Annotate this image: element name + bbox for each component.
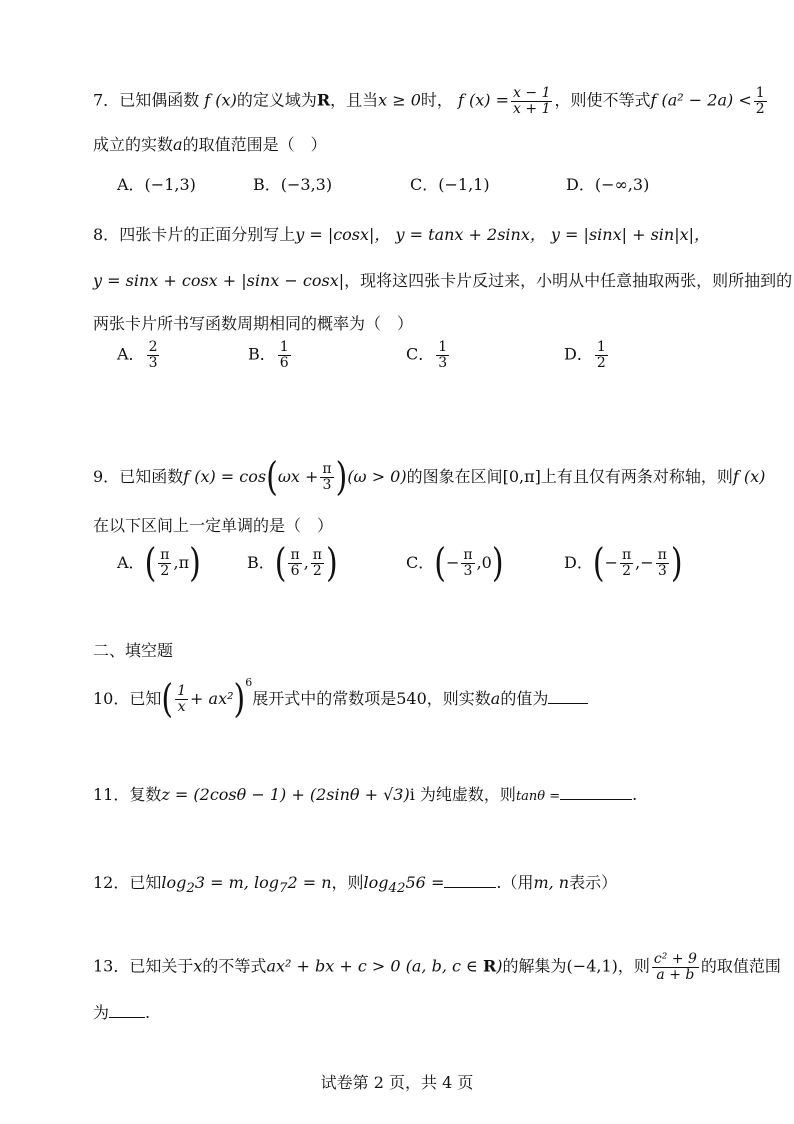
option-label: D． bbox=[564, 553, 593, 572]
text: ，则使不等式 bbox=[554, 90, 651, 110]
question-13-line-2 bbox=[93, 1000, 150, 1023]
question-number: 10． bbox=[93, 689, 130, 708]
q7-option-c: C．(−1,1) bbox=[410, 175, 490, 194]
q7-option-d: D．(−∞,3) bbox=[566, 175, 650, 194]
text: 已知关于 bbox=[129, 956, 194, 976]
question-8-line-1 bbox=[93, 222, 710, 245]
math-inequality: ax² + bx + c > 0 (a, b, c ∈ R) bbox=[266, 956, 503, 976]
question-11 bbox=[93, 782, 637, 805]
fraction: $\frac{1}{3}$ bbox=[438, 339, 448, 371]
text: 已知 bbox=[129, 689, 162, 708]
text: 已知 bbox=[129, 873, 162, 892]
text: ，则 bbox=[331, 873, 364, 892]
fraction: $\frac{\pi}{3}$ bbox=[322, 461, 332, 493]
q9-option-c: C．(− $\frac{\pi}{3}$ ,0) bbox=[406, 540, 504, 587]
math-interval: [0,π] bbox=[502, 467, 541, 486]
text: 展开式中的常数项是540，则实数 bbox=[252, 689, 491, 708]
text: 成立的实数 bbox=[93, 135, 174, 154]
fraction: $\frac{2}{3}$ bbox=[148, 339, 158, 371]
option-label: B． bbox=[248, 344, 276, 364]
q9-option-a: A．( $\frac{\pi}{2}$ ,π) bbox=[117, 540, 201, 587]
text: 四张卡片的正面分别写上 bbox=[119, 225, 296, 244]
text: 复数 bbox=[129, 785, 162, 804]
question-9-line-1 bbox=[93, 454, 766, 501]
question-number: 7． bbox=[93, 90, 120, 110]
text: 为 bbox=[93, 1003, 110, 1022]
text: i 为纯虚数，则 bbox=[409, 785, 516, 804]
text: 表示） bbox=[569, 873, 618, 892]
text: 的定义域为 bbox=[236, 90, 317, 110]
fraction: $\frac{1}{6}$ bbox=[279, 339, 289, 371]
question-9-line-2: 在以下区间上一定单调的是（ ） bbox=[93, 516, 334, 535]
math-tan: tanθ = bbox=[515, 789, 561, 804]
question-number: 13． bbox=[93, 956, 130, 976]
text: 已知函数 bbox=[119, 467, 184, 486]
text: . bbox=[632, 785, 638, 804]
question-10: 10．已知( $\frac{1}{x}$ + ax²)$^6$展开式中的常数项是540，则实数a的值为 bbox=[93, 676, 588, 717]
fraction: $\frac{1}{2}$ bbox=[596, 339, 606, 371]
text: 的值为 bbox=[500, 689, 549, 708]
q7-option-b: B．(−3,3) bbox=[253, 175, 333, 194]
math-x: x bbox=[193, 956, 203, 976]
question-12 bbox=[93, 870, 617, 896]
text: ，则 bbox=[617, 956, 650, 976]
section-heading: 二、填空题 bbox=[93, 641, 174, 660]
q8-option-d bbox=[564, 340, 610, 370]
answer-blank bbox=[548, 703, 588, 704]
value: π bbox=[178, 553, 190, 572]
math-function: f (x) = cos bbox=[183, 467, 267, 486]
math-f-x: f (x) bbox=[732, 467, 766, 486]
math-f-x: f (x) bbox=[204, 90, 237, 110]
fraction: $\frac{x - 1}{x + 1}$ bbox=[513, 85, 551, 117]
option-label: B． bbox=[247, 553, 275, 572]
text: 的解集为 bbox=[502, 956, 567, 976]
text: 时， bbox=[420, 90, 453, 110]
answer-blank bbox=[109, 1017, 145, 1018]
text: 的不等式 bbox=[202, 956, 267, 976]
math-logs: $\log_23 = m$, $\log_72 = n$ bbox=[161, 873, 332, 897]
math-log: $\log_{42}56$ = bbox=[363, 873, 445, 897]
page-footer: 试卷第 2 页，共 4 页 bbox=[320, 1073, 474, 1092]
paren-close: ) bbox=[335, 454, 348, 501]
question-7-line-2 bbox=[93, 132, 327, 155]
q9-option-b: B．( $\frac{\pi}{6}$ , $\frac{\pi}{2}$ ) bbox=[247, 540, 338, 587]
paren-open: ( bbox=[266, 454, 278, 501]
math-function: y = sinx + cosx + |sinx − cosx| bbox=[93, 271, 345, 290]
math-a: a bbox=[490, 689, 501, 708]
math-omega-condition: (ω > 0) bbox=[347, 467, 407, 486]
text: 的图象在区间 bbox=[406, 467, 503, 486]
math-R: R bbox=[316, 90, 331, 110]
math-interval: (−4,1) bbox=[566, 956, 618, 976]
text: 的取值范围是（ ） bbox=[182, 135, 327, 154]
math-a: a bbox=[173, 135, 183, 154]
q8-option-b bbox=[248, 340, 293, 370]
math-f-x: f (x) = bbox=[458, 90, 510, 110]
text: .（用 bbox=[496, 873, 534, 892]
option-label: C． bbox=[406, 344, 435, 364]
q7-option-a: A．(−1,3) bbox=[117, 175, 196, 194]
question-7-line-1 bbox=[93, 86, 769, 116]
text: ，且当 bbox=[330, 90, 379, 110]
math-functions: y = |cosx|， y = tanx + 2sinx， y = |sinx| + sin|x|， bbox=[295, 225, 711, 244]
question-8-line-3: 两张卡片所书写函数周期相同的概率为（ ） bbox=[93, 314, 414, 333]
text: 的取值范围 bbox=[700, 956, 781, 976]
question-13-line-1 bbox=[93, 952, 781, 982]
text: 已知偶函数 bbox=[119, 90, 200, 110]
q8-option-c bbox=[406, 340, 451, 370]
option-label: A． bbox=[117, 344, 145, 364]
option-label: D． bbox=[564, 344, 593, 364]
q9-option-d: D．(− $\frac{\pi}{2}$ ,− $\frac{\pi}{3}$ ) bbox=[564, 540, 683, 587]
option-label: A． bbox=[117, 553, 145, 572]
math-condition: x ≥ 0 bbox=[378, 90, 421, 110]
text: 上有且仅有两条对称轴，则 bbox=[540, 467, 733, 486]
question-number: 8． bbox=[93, 225, 120, 244]
math-mn: m, n bbox=[533, 873, 570, 892]
option-label: C． bbox=[406, 553, 435, 572]
math-complex: z = (2cosθ − 1) + (2sinθ + √3) bbox=[161, 785, 410, 804]
question-number: 11． bbox=[93, 785, 130, 804]
text: ，现将这四张卡片反过来，小明从中任意抽取两张，则所抽到的 bbox=[344, 271, 793, 290]
value: 0 bbox=[481, 553, 492, 572]
question-8-line-2 bbox=[93, 268, 792, 291]
fraction-half: $\frac{1}{2}$ bbox=[755, 85, 765, 117]
fraction: $\frac{\text{c² + 9}}{a + b}$ bbox=[653, 951, 697, 983]
math-inequality: f (a² − 2a) < bbox=[650, 90, 752, 110]
math-omega-x: ωx + bbox=[277, 467, 319, 486]
question-number: 12． bbox=[93, 873, 130, 892]
answer-blank bbox=[444, 887, 496, 888]
answer-blank bbox=[560, 799, 632, 800]
text: . bbox=[145, 1003, 151, 1022]
math-term: + ax² bbox=[190, 689, 234, 708]
question-number: 9． bbox=[93, 467, 120, 486]
q8-option-a bbox=[117, 340, 161, 370]
